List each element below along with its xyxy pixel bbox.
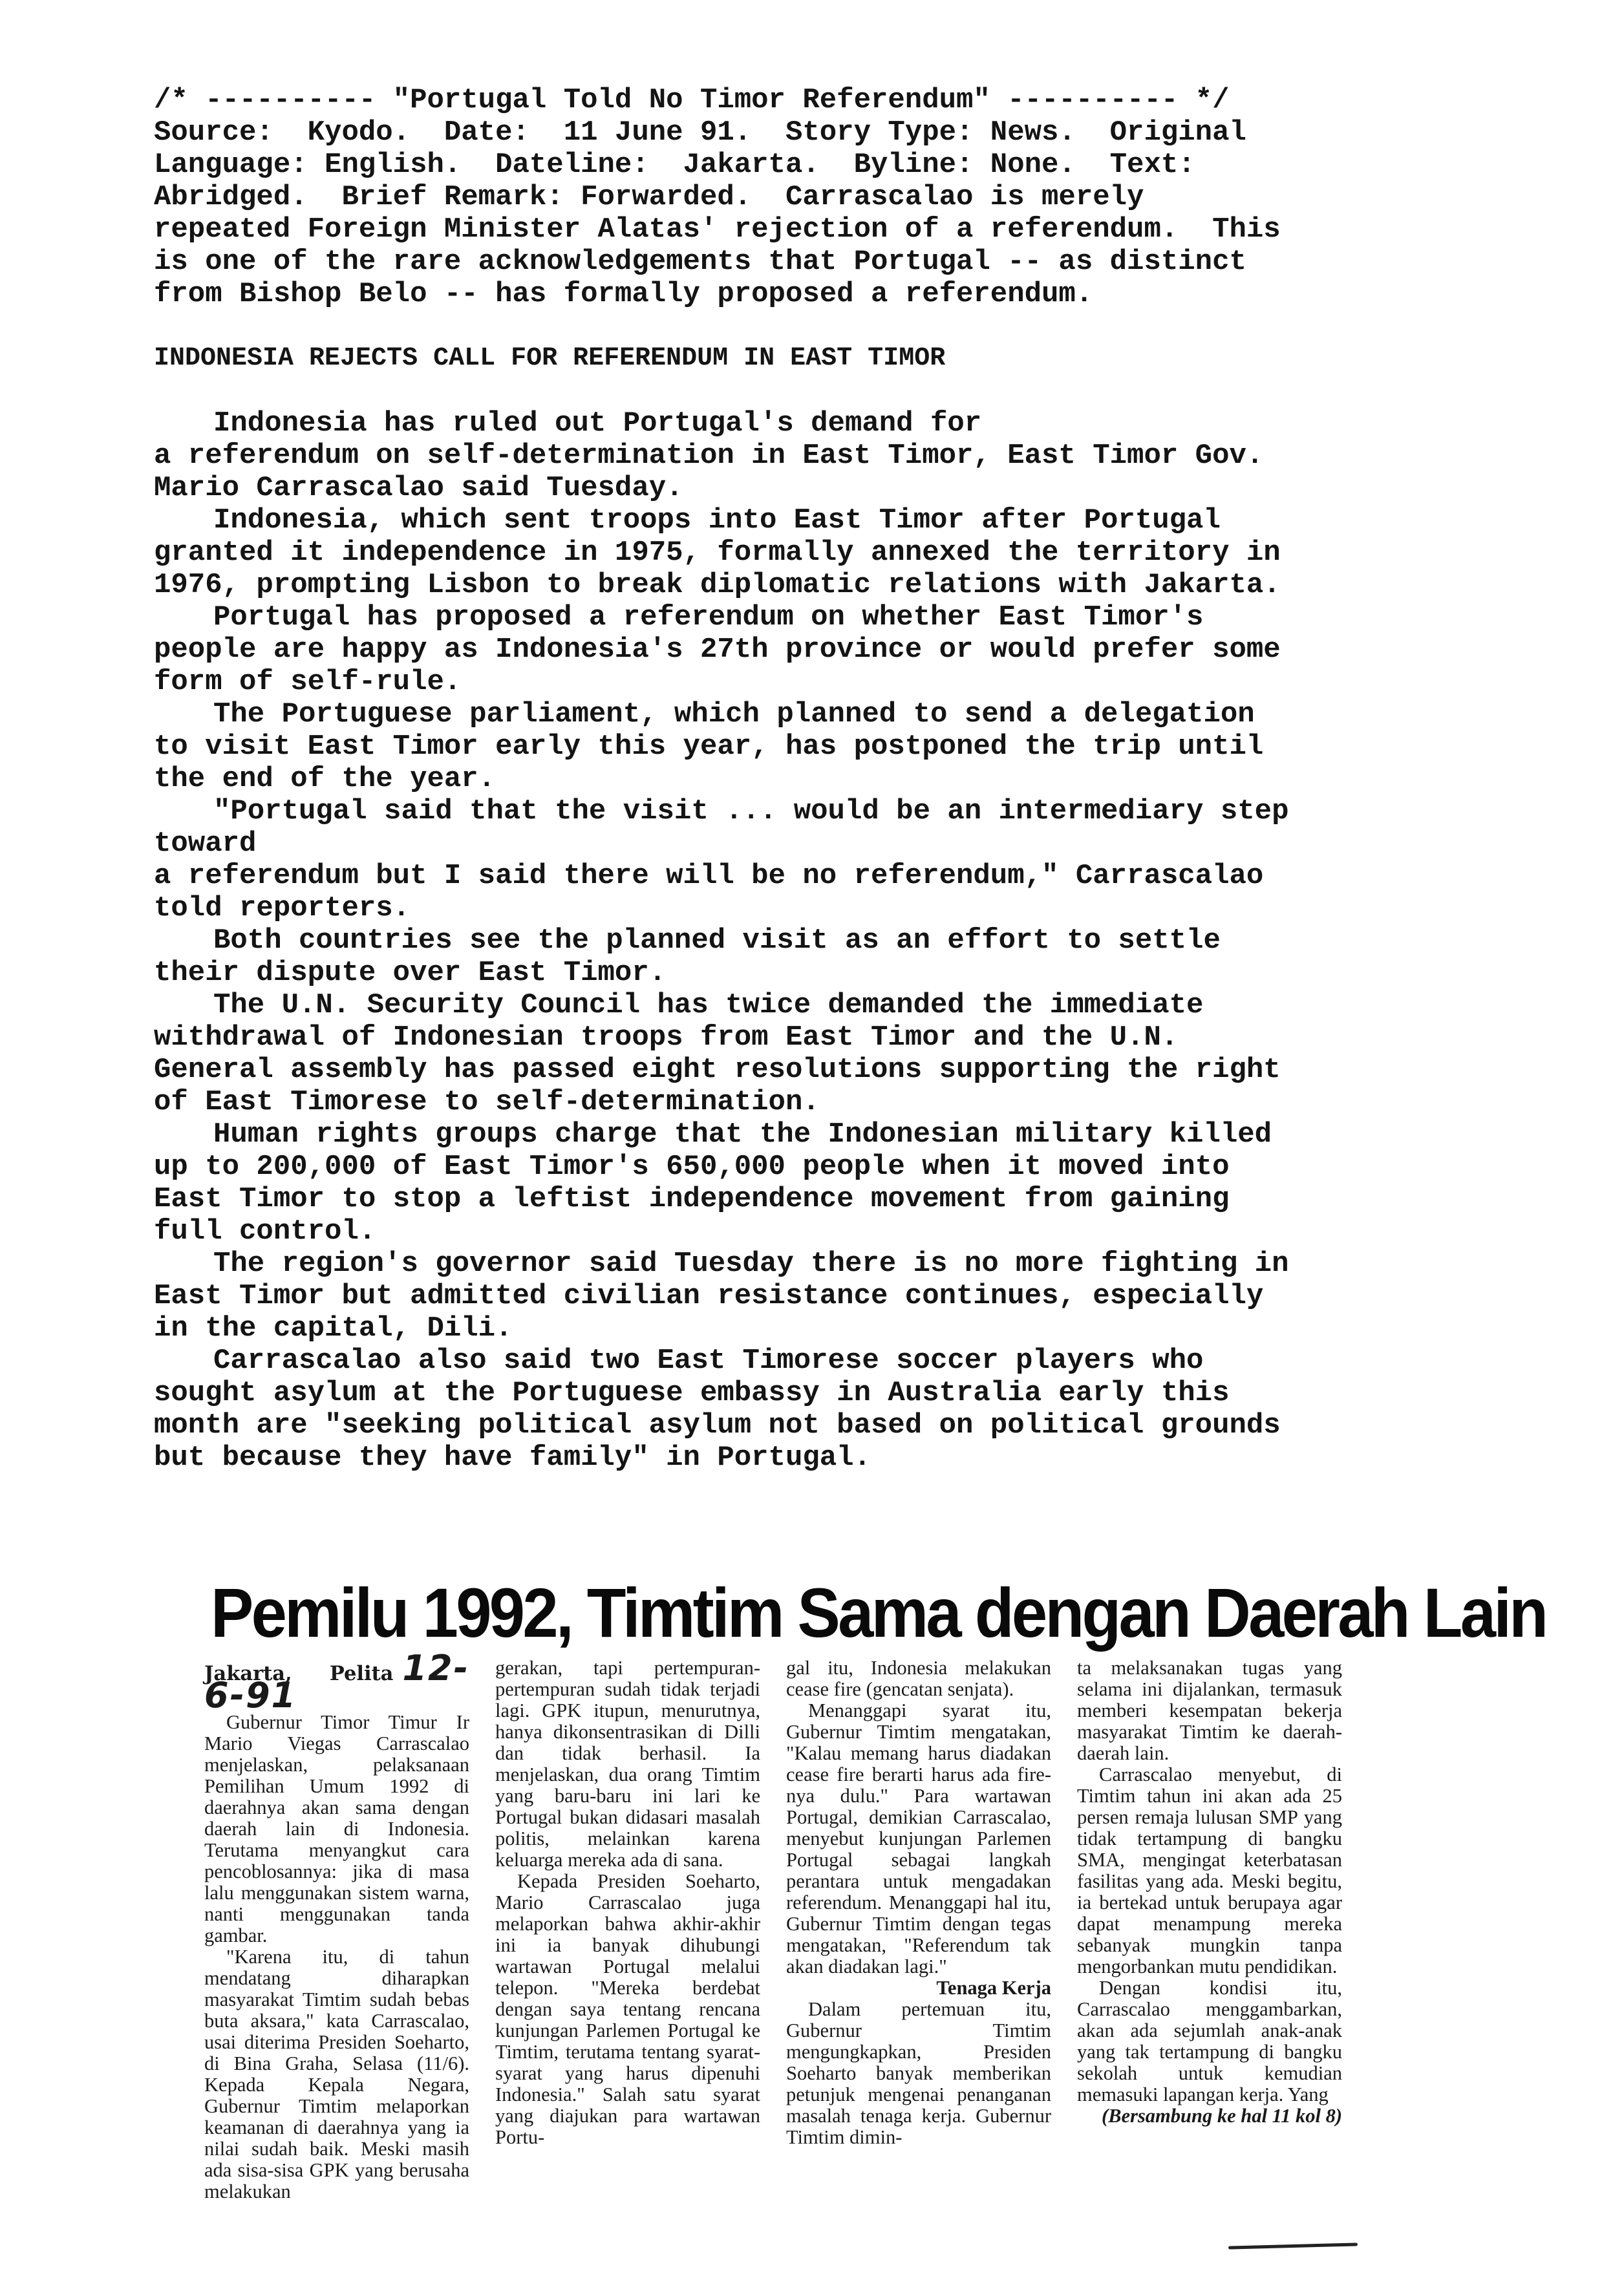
header-line: Source: Kyodo. Date: 11 June 91. Story Type: News. Original bbox=[154, 116, 1246, 149]
body-line: 1976, prompting Lisbon to break diplomatic relations with Jakarta. bbox=[154, 569, 1281, 601]
continued-note: (Bersambung ke hal 11 kol 8) bbox=[1102, 2105, 1342, 2127]
article-body bbox=[154, 407, 1447, 1474]
body-line: to visit East Timor early this year, has postponed the trip until bbox=[154, 730, 1264, 763]
body-line: Portugal has proposed a referendum on whether East Timor's bbox=[213, 601, 1204, 634]
header-line: from Bishop Belo -- has formally proposed a referendum. bbox=[154, 278, 1093, 310]
paragraph: ta melaksanakan tugas yang selama ini dijalankan, termasuk memberi kesempatan bekerja masyarakat Timtim ke daerah-daerah lain. bbox=[1077, 1657, 1342, 1764]
paragraph: gal itu, Indonesia melakukan cease fire (gencatan senjata). bbox=[786, 1657, 1051, 1700]
header-line: Language: English. Dateline: Jakarta. Byline: None. Text: bbox=[154, 149, 1195, 181]
header-line: repeated Foreign Minister Alatas' rejection of a referendum. This bbox=[154, 213, 1281, 246]
body-line: sought asylum at the Portuguese embassy in Australia early this bbox=[154, 1377, 1230, 1409]
body-line: toward bbox=[154, 827, 257, 860]
header-line: is one of the rare acknowledgements that Portugal -- as distinct bbox=[154, 246, 1246, 278]
body-line: Carrascalao also said two East Timorese soccer players who bbox=[213, 1345, 1204, 1377]
clipping-column-4 bbox=[1077, 1657, 1342, 2127]
paragraph: Carrascalao menyebut, di Timtim tahun ini akan ada 25 persen remaja lulusan SMP yang tidak tertampung di bangku SMA, mengingat keterbatasan fasilitas yang ada. Meski begitu, ia bertekad untuk berupaya agar dapat menampung mereka sebanyak mungkin tanpa mengorbankan mutu pendidikan. bbox=[1077, 1763, 1342, 1977]
header-line: /* ---------- "Portugal Told No Timor Referendum" ---------- */ bbox=[154, 84, 1230, 116]
body-line: Indonesia, which sent troops into East Timor after Portugal bbox=[213, 504, 1221, 537]
newspaper-clipping bbox=[166, 1575, 1555, 2247]
article-title: INDONESIA REJECTS CALL FOR REFERENDUM IN EAST TIMOR bbox=[154, 344, 946, 373]
paragraph: Dalam pertemuan itu, Gubernur Timtim mengungkapkan, Presiden Soeharto banyak memberikan petunjuk mengenai penanganan masalah tenaga kerja. Gubernur Timtim dimin- bbox=[786, 1998, 1051, 2148]
body-line: people are happy as Indonesia's 27th province or would prefer some bbox=[154, 634, 1281, 666]
body-line: The U.N. Security Council has twice demanded the immediate bbox=[213, 989, 1204, 1021]
paragraph: gerakan, tapi pertempuran-pertempuran sudah tidak terjadi lagi. GPK itupun, menurutnya, hanya dikonsentrasikan di Dilli dan tidak berhasil. Ia menjelaskan, dua orang Timtim yang baru-baru ini lari ke Portugal bukan didasari masalah politis, melainkan karena keluarga mereka ada di sana. bbox=[495, 1657, 760, 1871]
body-line: Mario Carrascalao said Tuesday. bbox=[154, 472, 683, 504]
body-line: a referendum on self-determination in East Timor, East Timor Gov. bbox=[154, 440, 1264, 472]
body-line: form of self-rule. bbox=[154, 666, 462, 698]
body-line: told reporters. bbox=[154, 892, 411, 924]
body-line: The Portuguese parliament, which planned to send a delegation bbox=[213, 698, 1255, 730]
body-line: month are "seeking political asylum not based on political grounds bbox=[154, 1409, 1281, 1442]
body-line: a referendum but I said there will be no referendum," Carrascalao bbox=[154, 860, 1264, 892]
body-line: the end of the year. bbox=[154, 763, 496, 795]
paragraph: Dengan kondisi itu, Carrascalao menggambarkan, akan ada sejumlah anak-anak yang tak tertampung di bangku sekolah untuk kemudian memasuki lapangan kerja. Yang bbox=[1077, 1977, 1342, 2105]
body-line: granted it independence in 1975, formally annexed the territory in bbox=[154, 537, 1281, 569]
body-line: of East Timorese to self-determination. bbox=[154, 1086, 820, 1118]
dateline: Jakarta, Pelita bbox=[204, 1662, 394, 1685]
body-line: Indonesia has ruled out Portugal's demand for bbox=[213, 407, 982, 440]
paragraph: Kepada Presiden Soeharto, Mario Carrascalao juga melaporkan bahwa akhir-akhir ini ia banyak dihubungi wartawan Portugal melalui telepon. "Mereka berdebat dengan saya tentang rencana kunjungan Parlemen Portugal ke Timtim, terutama tentang syarat-syarat yang harus dipenuhi Indonesia." Salah satu syarat yang diajukan para wartawan Portu- bbox=[495, 1870, 760, 2148]
body-line: up to 200,000 of East Timor's 650,000 people when it moved into bbox=[154, 1151, 1230, 1183]
typed-article bbox=[154, 84, 1447, 1474]
body-line: withdrawal of Indonesian troops from East Timor and the U.N. bbox=[154, 1021, 1179, 1054]
body-line: full control. bbox=[154, 1215, 376, 1248]
body-line: East Timor but admitted civilian resistance continues, especially bbox=[154, 1280, 1264, 1312]
body-line: "Portugal said that the visit ... would be an intermediary step bbox=[213, 795, 1289, 827]
body-line: General assembly has passed eight resolutions supporting the right bbox=[154, 1054, 1281, 1086]
body-line: Human rights groups charge that the Indonesian military killed bbox=[213, 1118, 1272, 1151]
clipping-column-1 bbox=[204, 1648, 469, 2202]
paragraph: Menanggapi syarat itu, Gubernur Timtim mengatakan, "Kalau memang harus diadakan cease fire berarti harus ada fire-nya dulu." Para wartawan Portugal, demikian Carrascalao, menyebut kunjungan Parlemen Portugal sebagai langkah perantara untuk mengadakan referendum. Menanggapi hal itu, Gubernur Timtim dengan tegas mengatakan, "Referendum tak akan diadakan lagi." bbox=[786, 1699, 1051, 1977]
body-line: but because they have family" in Portugal. bbox=[154, 1442, 871, 1474]
paragraph: Gubernur Timor Timur Ir Mario Viegas Carrascalao menjelaskan, pelaksanaan Pemilihan Umum 1992 di daerahnya akan sama dengan daerah lain di Indonesia. Terutama menyangkut cara pencoblosannya: jika di masa lalu menggunakan sistem warna, nanti menggunakan tanda gambar. bbox=[204, 1711, 469, 1946]
handwritten-date: 12-6-91 bbox=[204, 1648, 469, 1716]
paragraph: "Karena itu, di tahun mendatang diharapkan masyarakat Timtim sudah bebas buta aksara," kata Carrascalao, usai diterima Presiden Soeharto, di Bina Graha, Selasa (11/6). Kepada Kepala Negara, Gubernur Timtim melaporkan keamanan di daerahnya yang ia nilai sudah baik. Meski masih ada sisa-sisa GPK yang berusaha melakukan bbox=[204, 1946, 469, 2202]
subheading: Tenaga Kerja bbox=[936, 1977, 1051, 1999]
header-line: Abridged. Brief Remark: Forwarded. Carrascalao is merely bbox=[154, 181, 1144, 213]
body-line: their dispute over East Timor. bbox=[154, 957, 667, 989]
clipping-column-2 bbox=[495, 1657, 760, 2148]
clipping-columns bbox=[204, 1648, 1562, 2239]
clipping-headline: Pemilu 1992, Timtim Sama dengan Daerah Lain bbox=[211, 1573, 1546, 1652]
body-line: The region's governor said Tuesday there is no more fighting in bbox=[213, 1248, 1289, 1280]
dateline-paragraph bbox=[204, 1648, 469, 1716]
body-line: East Timor to stop a leftist independence movement from gaining bbox=[154, 1183, 1230, 1215]
body-line: in the capital, Dili. bbox=[154, 1312, 513, 1345]
clipping-column-3 bbox=[786, 1657, 1051, 2148]
body-line: Both countries see the planned visit as an effort to settle bbox=[213, 924, 1221, 957]
